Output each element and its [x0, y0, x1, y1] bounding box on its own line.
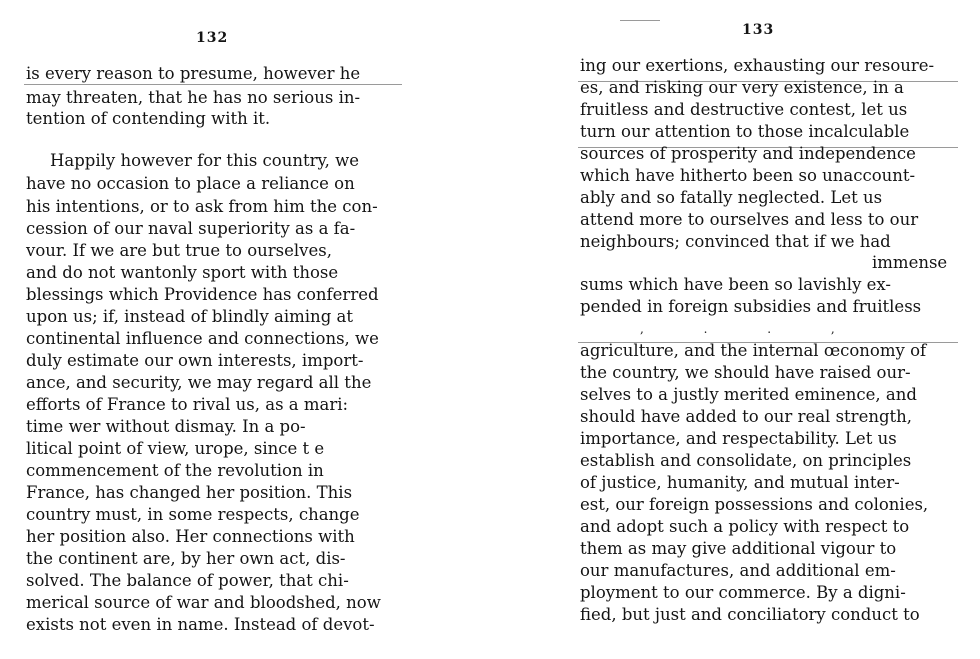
text-line: selves to a justly merited eminence, and: [580, 385, 917, 404]
text-line: and adopt such a policy with respect to: [580, 517, 910, 536]
text-line: tention of contending with it.: [26, 109, 271, 128]
text-line: sources of prosperity and independence: [580, 144, 916, 163]
text-line: commencement of the revolution in: [26, 461, 324, 480]
text-line: which have hitherto been so unaccount-: [580, 166, 916, 185]
text-line: ance, and security, we may regard all the: [26, 373, 372, 392]
text-line: efforts of France to rival us, as a mari:: [26, 395, 349, 414]
text-line: est, our foreign possessions and colonies,: [580, 495, 929, 514]
text-line: ably and so fatally neglected. Let us: [580, 188, 883, 207]
text-line: ployment to our commerce. By a digni-: [580, 583, 906, 602]
text-line: them as may give additional vigour to: [580, 539, 897, 558]
text-line: cession of our naval superiority as a fa-: [26, 219, 356, 238]
text-line: importance, and respectability. Let us: [580, 429, 897, 448]
text-line: duly estimate our own interests, import-: [26, 351, 364, 370]
right-page: [490, 0, 980, 659]
page-number: 132: [196, 30, 229, 46]
text-line: his intentions, or to ask from him the con-: [26, 197, 378, 216]
text-line: neighbours; convinced that if we had: [580, 232, 891, 251]
text-line: of justice, humanity, and mutual inter-: [580, 473, 900, 492]
text-line: pended in foreign subsidies and fruitless: [580, 297, 922, 316]
text-line: Happily however for this country, we: [50, 151, 360, 170]
text-line: France, has changed her position. This: [26, 483, 353, 502]
text-line: country must, in some respects, change: [26, 505, 360, 524]
text-line: litical point of view, urope, since t e: [26, 439, 325, 458]
text-line: our manufactures, and additional em-: [580, 561, 896, 580]
text-line: merical source of war and bloodshed, now: [26, 593, 381, 612]
text-line: turn our attention to those incalculable: [580, 122, 910, 141]
text-line: ing our exertions, exhausting our resoure-: [580, 56, 935, 75]
text-line: , . . ,: [640, 322, 863, 336]
page-number: 133: [742, 22, 775, 38]
text-line: vour. If we are but true to ourselves,: [26, 241, 332, 260]
text-line: sums which have been so lavishly ex-: [580, 275, 892, 294]
text-line: establish and consolidate, on principles: [580, 451, 912, 470]
text-line: es, and risking our very existence, in a: [580, 78, 904, 97]
text-line: attend more to ourselves and less to our: [580, 210, 919, 229]
text-line: immense: [872, 253, 948, 272]
text-line: fied, but just and conciliatory conduct to: [580, 605, 920, 624]
text-line: agriculture, and the internal œconomy of: [580, 341, 927, 360]
text-line: continental influence and connections, we: [26, 329, 379, 348]
text-line: blessings which Providence has conferred: [26, 285, 379, 304]
text-line: the country, we should have raised our-: [580, 363, 911, 382]
left-page: [0, 0, 470, 659]
text-line: solved. The balance of power, that chi-: [26, 571, 349, 590]
text-line: time wer without dismay. In a po-: [26, 417, 306, 436]
text-line: should have added to our real strength,: [580, 407, 913, 426]
text-line: and do not wantonly sport with those: [26, 263, 339, 282]
text-line: the continent are, by her own act, dis-: [26, 549, 346, 568]
text-line: may threaten, that he has no serious in-: [26, 88, 361, 107]
text-line: is every reason to presume, however he: [26, 64, 361, 83]
text-line: her position also. Her connections with: [26, 527, 355, 546]
text-line: upon us; if, instead of blindly aiming at: [26, 307, 353, 326]
text-line: have no occasion to place a reliance on: [26, 174, 355, 193]
text-line: exists not even in name. Instead of devot-: [26, 615, 375, 634]
scan-line: [620, 20, 660, 21]
text-line: fruitless and destructive contest, let us: [580, 100, 908, 119]
